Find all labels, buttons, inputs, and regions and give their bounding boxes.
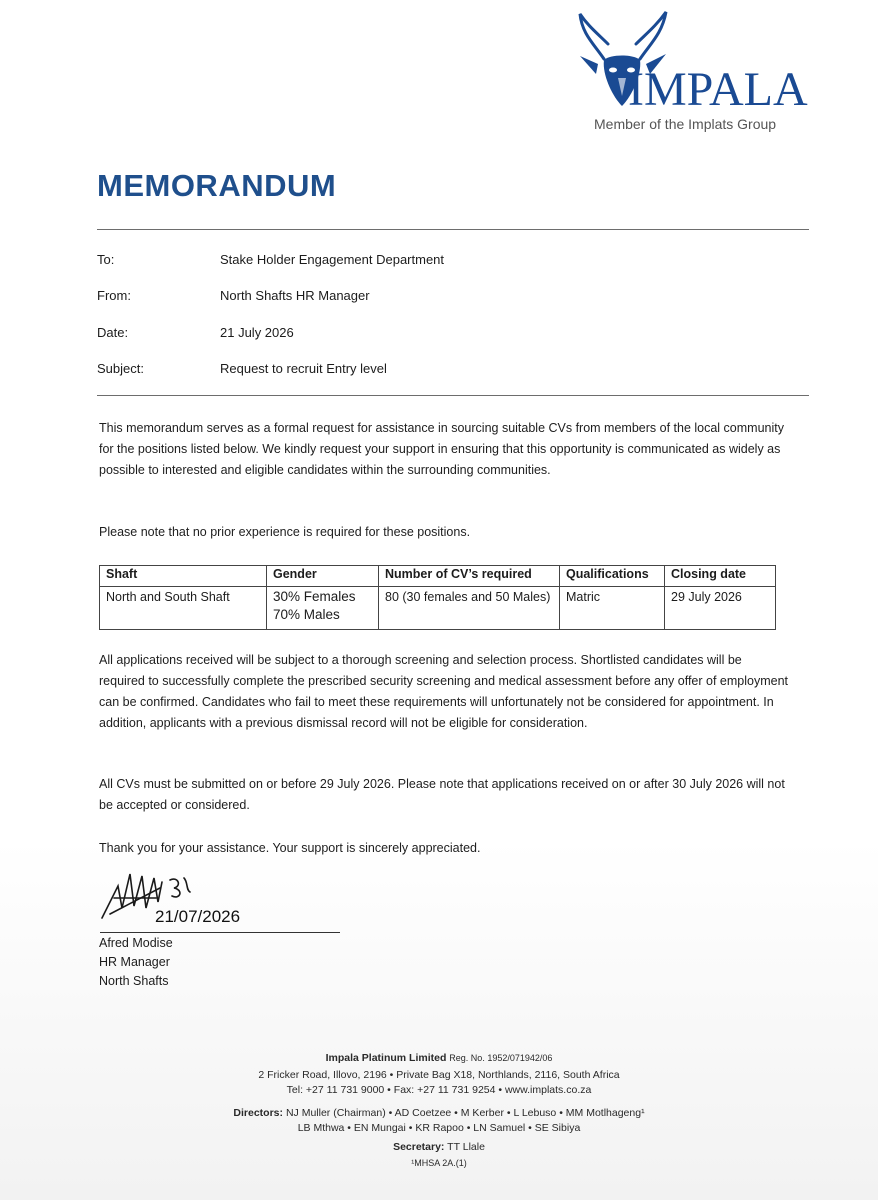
footer-contact: Tel: +27 11 731 9000 • Fax: +27 11 731 9254 • www.implats.co.za	[286, 1084, 592, 1096]
footer-secretary: TT Llale	[447, 1141, 485, 1153]
logo-wordmark: IMPALA	[628, 63, 808, 116]
cell-qualifications: Matric	[560, 587, 665, 630]
signature-line	[100, 932, 340, 933]
footer-company-line	[0, 1052, 878, 1064]
impala-logo	[574, 4, 814, 134]
table-header-row	[100, 566, 776, 587]
experience-note: Please note that no prior experience is required for these positions.	[99, 525, 471, 539]
screening-paragraph: All applications received will be subject to a thorough screening and selection process. Shortlisted candidates will be required to successfully complete the prescribed security screening and medical assessment before any offer of employment can be confirmed. Candidates who fail to meet these requirements will unfortunately not be considered for appointment. In addition, applicants with a previous dismissal record will not be eligible for consideration.	[99, 653, 789, 730]
positions-table	[99, 565, 776, 630]
signature-date: 21/07/2026	[155, 907, 241, 926]
footer-secretary-line	[0, 1141, 878, 1153]
footer-reg: Reg. No. 1952/071942/06	[449, 1053, 553, 1063]
cell-shaft: North and South Shaft	[100, 587, 267, 630]
cell-gender	[267, 587, 379, 630]
footer-directors-line	[0, 1107, 878, 1119]
gender-male: 70% Males	[273, 607, 340, 622]
deadline-paragraph: All CVs must be submitted on or before 29 July 2026. Please note that applications received on or after 30 July 2026 will not be accepted or considered.	[99, 777, 785, 812]
gender-female: 30% Females	[273, 589, 356, 604]
col-closing: Closing date	[665, 566, 776, 587]
subject-label: Subject:	[97, 361, 144, 376]
table-row	[100, 587, 776, 630]
cell-closing: 29 July 2026	[665, 587, 776, 630]
logo-tagline: Member of the Implats Group	[594, 116, 777, 132]
from-label: From:	[97, 288, 131, 303]
date-label: Date:	[97, 325, 129, 340]
footer-secretary-label: Secretary:	[393, 1141, 445, 1153]
col-cvs: Number of CV’s required	[379, 566, 560, 587]
signer-name: Afred Modise	[99, 936, 173, 950]
col-qualifications: Qualifications	[560, 566, 665, 587]
footer-directors-2: LB Mthwa • EN Mungai • KR Rapoo • LN Samuel • SE Sibiya	[297, 1122, 581, 1134]
from-value: North Shafts HR Manager	[220, 288, 370, 303]
footer-address: 2 Fricker Road, Illovo, 2196 • Private Bag X18, Northlands, 2116, South Africa	[258, 1069, 620, 1081]
date-value: 21 July 2026	[220, 325, 294, 340]
header-divider	[97, 395, 809, 396]
to-value: Stake Holder Engagement Department	[220, 252, 445, 267]
col-gender: Gender	[267, 566, 379, 587]
col-shaft: Shaft	[100, 566, 267, 587]
to-label: To:	[97, 252, 115, 267]
page-title: MEMORANDUM	[97, 168, 337, 203]
thanks-paragraph: Thank you for your assistance. Your support is sincerely appreciated.	[99, 841, 481, 855]
intro-paragraph: This memorandum serves as a formal request for assistance in sourcing suitable CVs from members of the local community for the positions listed below. We kindly request your support in ensuring that this opportunity is communicated as widely as possible to interested and eligible candidates within the surrounding communities.	[99, 421, 784, 477]
footer-company: Impala Platinum Limited	[325, 1052, 447, 1064]
footer-directors-label: Directors:	[233, 1107, 284, 1119]
signer-unit: North Shafts	[99, 974, 169, 988]
cell-cvs: 80 (30 females and 50 Males)	[379, 587, 560, 630]
footer-note: ¹MHSA 2A.(1)	[411, 1158, 467, 1168]
footer-directors-1: NJ Muller (Chairman) • AD Coetzee • M Kerber • L Lebuso • MM Motlhageng¹	[285, 1107, 645, 1119]
title-divider	[97, 229, 809, 230]
subject-value: Request to recruit Entry level	[220, 361, 387, 376]
signer-title: HR Manager	[99, 955, 170, 969]
